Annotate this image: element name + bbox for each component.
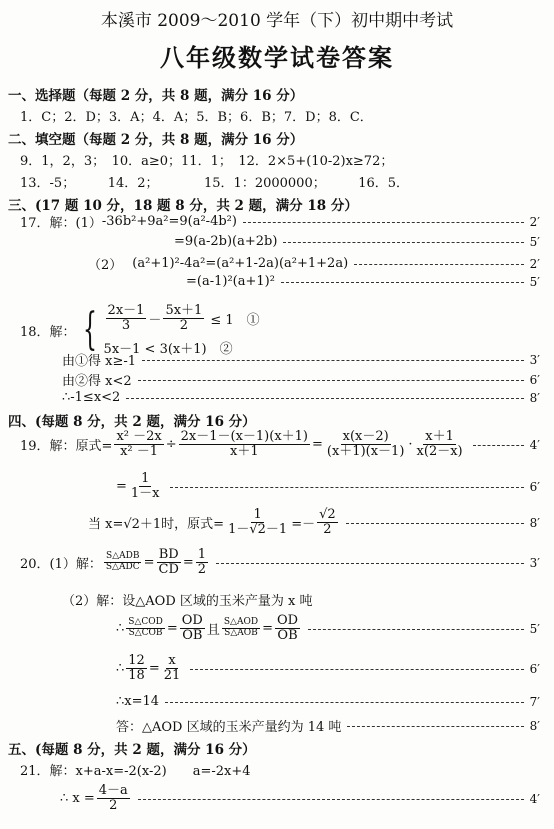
section2-heading: 二、填空题（每题 2 分，共 8 题，满分 16 分）: [8, 132, 304, 148]
denominator: 21: [163, 668, 181, 684]
section1-heading: 一、选择题（每题 2 分，共 8 题，满分 16 分）: [8, 88, 304, 104]
q20-answer-line: [116, 716, 540, 735]
operator: ·: [408, 437, 413, 453]
q18-step3: ∴-1≤x<2: [62, 390, 121, 405]
leader-dots: [165, 702, 524, 703]
fraction: [163, 304, 204, 334]
score-mark: 6′: [529, 479, 540, 494]
score-mark: 3′: [529, 555, 540, 570]
fraction: [275, 614, 300, 644]
numerator: √2: [319, 507, 336, 522]
q17-line3: [88, 254, 540, 273]
q20-part2-label: （2）解：设△AOD 区域的玉米产量为 x 吨: [62, 594, 313, 609]
q18-system: [20, 304, 260, 357]
leader-dots: [190, 669, 523, 670]
leader-dots: [216, 563, 524, 564]
fraction: [104, 552, 142, 573]
q18-result3: [62, 390, 540, 405]
therefore-symbol: ∴: [116, 621, 125, 637]
score-mark: 5′: [529, 234, 540, 249]
q21-line1: 21．解：x+a-x=-2(x-2) a=-2x+4: [20, 764, 251, 779]
numerator: S△ADB: [106, 551, 140, 562]
denominator: x＋1: [230, 444, 259, 460]
denominator: 2: [197, 562, 207, 578]
document-title: 八年级数学试卷答案: [160, 43, 394, 72]
denominator: 3: [121, 318, 131, 334]
fraction: [126, 618, 165, 639]
brace-symbol: {: [82, 304, 97, 356]
q19-line2: [116, 472, 540, 502]
denominator: 2: [323, 522, 332, 538]
operator: =: [148, 661, 160, 677]
numerator: 1: [253, 507, 262, 522]
q18-inequality1: [104, 304, 260, 334]
q17-line1: [20, 212, 540, 231]
q18-result2: [62, 370, 540, 389]
q17-step4: =(a-1)²(a+1)²: [186, 274, 275, 289]
q20-answer: 答：△AOD 区域的玉米产量约为 14 吨: [116, 720, 342, 735]
fraction: [196, 548, 208, 578]
score-mark: 2′: [529, 214, 540, 229]
q20-label: 20．(1）解：: [20, 557, 102, 573]
denominator: OB: [277, 628, 298, 644]
score-mark: 4′: [529, 437, 540, 452]
q20-result: ∴x=14: [116, 694, 160, 709]
score-mark: 6′: [529, 661, 540, 676]
denominator: CD: [158, 562, 179, 578]
score-mark: 4′: [529, 791, 540, 806]
denominator: 1－√2－1: [228, 522, 288, 538]
numerator: x＋1: [425, 429, 454, 444]
q20-ratio-line: [116, 614, 540, 644]
leader-dots: [473, 445, 524, 446]
leader-dots: [281, 282, 524, 283]
fraction: [222, 618, 260, 639]
q17-line2: [174, 234, 540, 249]
q17-part2-label: （2）: [88, 258, 123, 273]
score-mark: 8′: [529, 390, 540, 405]
q18-step1: 由①得 x≥-1: [62, 354, 137, 369]
q19-line3: [88, 508, 540, 538]
q19-label: 19．解：原式=: [20, 439, 113, 455]
fraction: [180, 614, 205, 644]
q17-step3: (a²+1)²-4a²=(a²+1-2a)(a²+1+2a): [132, 256, 349, 271]
leader-dots: [138, 799, 524, 800]
q17-label: 17．解：(1）: [20, 216, 102, 231]
numerator: 2x－1: [107, 303, 145, 318]
leader-dots: [142, 360, 524, 361]
denominator: S△COB: [128, 628, 163, 639]
fraction: [162, 654, 183, 684]
leader-dots: [308, 629, 524, 630]
denominator: OB: [182, 628, 203, 644]
fraction: [126, 654, 147, 684]
score-mark: 5′: [529, 274, 540, 289]
fraction: [317, 508, 338, 538]
q17-step2: =9(a-2b)(a+2b): [174, 234, 278, 249]
operator: =: [166, 621, 178, 637]
score-mark: 2′: [529, 256, 540, 271]
fraction: [325, 430, 407, 460]
operator: =: [143, 555, 155, 571]
score-mark: 5′: [529, 621, 540, 636]
exam-title: 本溪市 2009～2010 学年（下）初中期中考试: [100, 11, 454, 31]
fraction: [226, 508, 289, 538]
numerator: 4－a: [98, 783, 128, 798]
denominator: 2: [109, 798, 118, 814]
score-mark: 6′: [529, 372, 540, 387]
numerator: x: [168, 653, 176, 668]
leader-dots: [126, 398, 523, 399]
q18-step2: 由②得 x<2: [62, 374, 132, 389]
q19-substitution: 当 x=√2＋1时，原式=: [88, 517, 225, 533]
denominator: x² －1: [120, 444, 159, 460]
numerator: OD: [181, 613, 203, 628]
score-mark: 7′: [529, 694, 540, 709]
score-mark: 3′: [529, 352, 540, 367]
denominator: x(2－x): [416, 444, 463, 460]
numerator: x² －2x: [116, 429, 162, 444]
q20-part1: [20, 548, 540, 578]
operator: =－: [291, 517, 316, 533]
leader-dots: [138, 380, 524, 381]
section4-heading: 四、(每题 8 分，共 2 题，满分 16 分）: [8, 414, 256, 430]
denominator: 1－x: [130, 486, 160, 502]
therefore-symbol: ∴: [116, 661, 125, 677]
numerator: 2x－1－(x－1)(x＋1): [180, 429, 308, 444]
operator: =: [116, 479, 127, 495]
section2-line1: 9．1，2，3； 10．a≥0；11．1； 12．2×5+(10-2)x≥72；: [20, 154, 394, 169]
numerator: OD: [276, 613, 299, 628]
q18-inequality2: 5x－1 < 3(x＋1) ②: [103, 341, 233, 357]
numerator: 1: [197, 547, 207, 562]
fraction: [157, 548, 181, 578]
fraction: [106, 304, 147, 334]
conjunction: 且: [206, 623, 220, 639]
leader-dots: [170, 487, 524, 488]
denominator: S△AOB: [224, 628, 258, 639]
denominator: 18: [128, 668, 145, 684]
section1-answers: 1．C；2．D；3．A；4．A；5．B；6．B；7．D；8．C．: [20, 110, 373, 125]
q20-proportion-line: [116, 654, 540, 684]
fraction: [415, 430, 465, 460]
section3-heading: 三、(17 题 10 分，18 题 8 分，共 2 题，满分 18 分）: [8, 198, 358, 214]
operator: =: [182, 555, 194, 571]
q18-inequalities: [104, 304, 260, 357]
numerator: 1: [141, 471, 150, 486]
q17-step1: -36b²+9a²=9(a²-4b²): [101, 214, 237, 229]
numerator: 5x＋1: [165, 303, 203, 318]
q17-line4: [186, 274, 540, 289]
denominator: S△ADC: [105, 562, 140, 573]
inequality-tail: ≤ 1 ①: [210, 313, 260, 329]
operator: =: [262, 621, 273, 637]
leader-dots: [346, 523, 524, 524]
q18-label: 18．解：: [20, 324, 76, 340]
leader-dots: [243, 222, 524, 223]
q19-line1: [20, 430, 540, 460]
numerator: BD: [158, 547, 179, 562]
operator: =: [312, 437, 323, 453]
numerator: 12: [128, 653, 145, 668]
q21-line2: [60, 784, 540, 814]
leader-dots: [347, 726, 523, 727]
q20-x-line: [116, 694, 540, 709]
q21-x-equals: ∴ x =: [60, 791, 95, 807]
score-mark: 8′: [529, 515, 540, 530]
section2-line2: 13．-5； 14．2； 15．1：2000000； 16．5．: [20, 176, 410, 191]
denominator: 2: [179, 318, 189, 334]
leader-dots: [283, 242, 523, 243]
fraction: [114, 430, 163, 460]
operator: －: [148, 313, 162, 329]
leader-dots: [354, 264, 523, 265]
numerator: x(x－2): [342, 429, 389, 444]
score-mark: 8′: [529, 718, 540, 733]
fraction: [97, 784, 130, 814]
denominator: (x＋1)(x－1): [326, 444, 405, 460]
section5-heading: 五、(每题 8 分，共 2 题，满分 16 分）: [8, 742, 256, 758]
fraction: [129, 472, 162, 502]
numerator: S△COD: [128, 617, 163, 628]
fraction: [179, 430, 310, 460]
numerator: S△AOD: [223, 617, 259, 628]
operator: ÷: [165, 437, 177, 453]
q18-result1: [62, 350, 540, 369]
